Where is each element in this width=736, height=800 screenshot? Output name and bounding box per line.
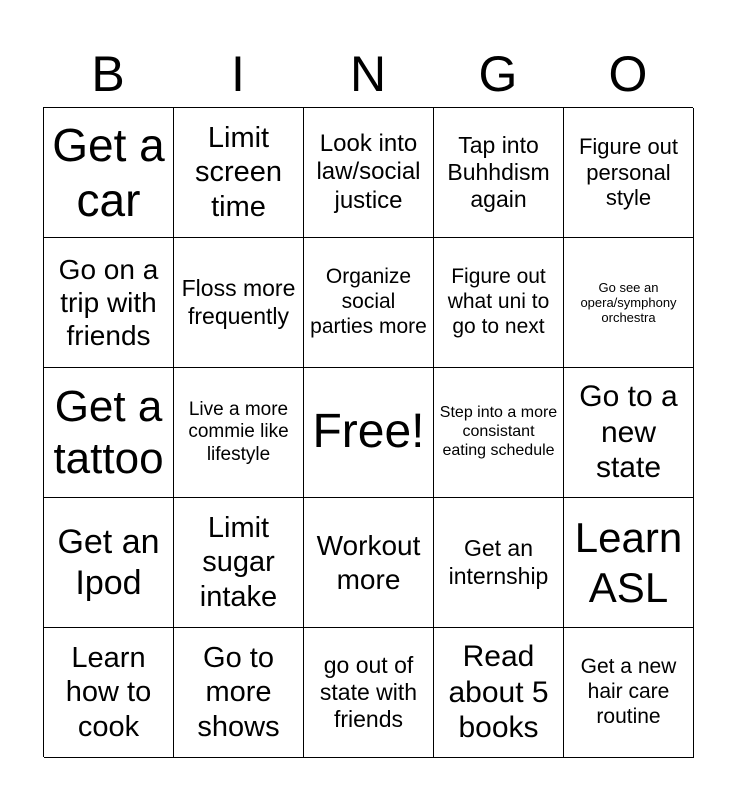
bingo-cell[interactable]: Read about 5 books	[434, 628, 564, 758]
bingo-cell[interactable]: Figure out what uni to go to next	[434, 238, 564, 368]
bingo-cell[interactable]: Look into law/social justice	[304, 108, 434, 238]
bingo-cell[interactable]: Learn ASL	[564, 498, 694, 628]
bingo-cell[interactable]: Floss more frequently	[174, 238, 304, 368]
bingo-cell[interactable]: Figure out personal style	[564, 108, 694, 238]
header-letter-n: N	[349, 46, 387, 102]
bingo-cell[interactable]: Learn how to cook	[44, 628, 174, 758]
header-letter-o: O	[608, 46, 648, 102]
bingo-cell[interactable]: Go to more shows	[174, 628, 304, 758]
bingo-cell[interactable]: Step into a more consistant eating schedule	[434, 368, 564, 498]
bingo-cell[interactable]: Workout more	[304, 498, 434, 628]
bingo-cell[interactable]: Limit screen time	[174, 108, 304, 238]
bingo-cell[interactable]: Go on a trip with friends	[44, 238, 174, 368]
free-space-cell[interactable]: Free!	[304, 368, 434, 498]
header-letter-b: B	[91, 46, 125, 102]
bingo-cell[interactable]: Get an internship	[434, 498, 564, 628]
bingo-header	[43, 44, 693, 104]
bingo-cell[interactable]: Go to a new state	[564, 368, 694, 498]
bingo-cell[interactable]: Get a car	[44, 108, 174, 238]
bingo-cell[interactable]: Go see an opera/symphony orchestra	[564, 238, 694, 368]
bingo-cell[interactable]: Organize social parties more	[304, 238, 434, 368]
bingo-cell[interactable]: go out of state with friends	[304, 628, 434, 758]
header-letter-i: I	[231, 46, 245, 102]
bingo-board	[43, 107, 693, 757]
bingo-cell[interactable]: Limit sugar intake	[174, 498, 304, 628]
bingo-cell[interactable]: Get a tattoo	[44, 368, 174, 498]
header-letter-g: G	[478, 46, 518, 102]
bingo-cell[interactable]: Live a more commie like lifestyle	[174, 368, 304, 498]
bingo-cell[interactable]: Get a new hair care routine	[564, 628, 694, 758]
bingo-cell[interactable]: Tap into Buhhdism again	[434, 108, 564, 238]
bingo-cell[interactable]: Get an Ipod	[44, 498, 174, 628]
